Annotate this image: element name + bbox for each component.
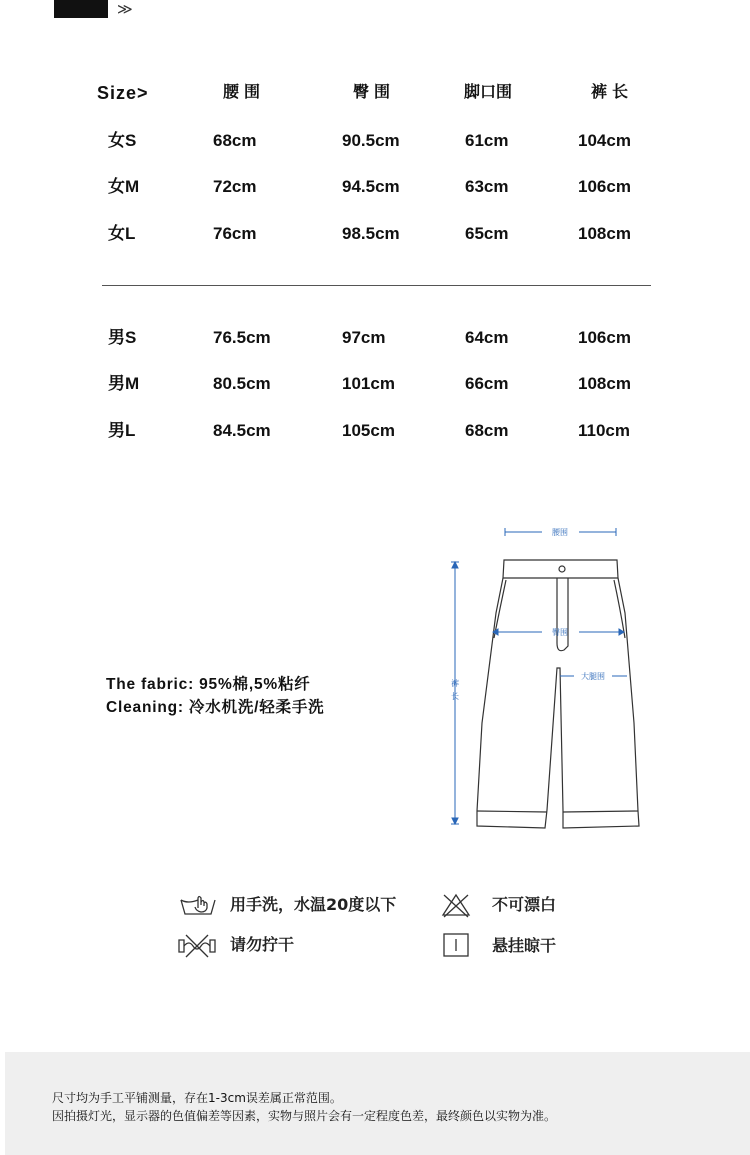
table-divider [102,285,651,286]
no-wring-icon [176,932,218,960]
length-cell: 106cm [578,328,631,347]
hem-cell: 61cm [465,131,509,150]
no-bleach-label: 不可漂白 [492,895,557,914]
hang-dry-icon [442,932,470,958]
header-black-block [54,0,108,18]
length-cell: 110cm [578,421,630,440]
length-label-bottom: 长 [451,692,459,701]
hip-cell: 98.5cm [342,224,400,243]
hip-cell: 90.5cm [342,131,400,150]
disclaimer-line-2: 因拍摄灯光，显示器的色值偏差等因素，实物与照片会有一定程度色差，最终颜色以实物为准。 [52,1109,557,1123]
table-row [0,324,750,352]
hem-cell: 63cm [465,177,509,196]
table-row [0,370,750,398]
hang-dry-label: 悬挂晾干 [492,936,557,955]
hem-cell: 66cm [465,374,509,393]
hip-column-header: 臀围 [353,84,396,101]
hip-cell: 105cm [342,421,395,440]
size-cell: 男S [108,328,137,347]
double-chevron-icon: ≫ [117,0,133,18]
length-label-top: 裤 [451,679,459,688]
table-row [0,173,750,201]
table-row [0,220,750,248]
hem-cell: 65cm [465,224,509,243]
cleaning-info: Cleaning: 冷水机洗/轻柔手洗 [106,699,325,716]
hip-label: 臀围 [552,628,568,637]
pants-outline [477,560,639,828]
waist-column-header: 腰围 [223,84,266,101]
hem-cell: 68cm [465,421,509,440]
hand-wash-icon [178,890,218,920]
disclaimer-line-1: 尺寸均为手工平铺测量，存在1-3cm误差属正常范围。 [52,1091,342,1105]
waist-label: 腰围 [552,528,568,537]
pants-measurement-diagram [444,518,654,838]
waist-cell: 76.5cm [213,328,271,347]
no-bleach-icon [440,891,472,919]
fabric-info: The fabric: 95%棉,5%粘纤 [106,676,311,693]
disclaimer-footer [5,1052,750,1155]
waist-cell: 72cm [213,177,257,196]
hip-cell: 94.5cm [342,177,400,196]
hip-cell: 101cm [342,374,395,393]
length-cell: 108cm [578,224,631,243]
hand-wash-label: 用手洗，水温20度以下 [230,895,397,914]
size-table-header [0,79,750,107]
waist-cell: 76cm [213,224,257,243]
hem-cell: 64cm [465,328,509,347]
hip-cell: 97cm [342,328,386,347]
size-cell: 女L [108,224,136,243]
size-column-header: Size> [97,83,149,103]
waist-cell: 68cm [213,131,257,150]
table-row [0,127,750,155]
no-wring-label: 请勿拧干 [230,935,295,954]
waist-cell: 80.5cm [213,374,271,393]
size-cell: 女M [108,177,140,196]
length-cell: 108cm [578,374,631,393]
table-row [0,417,750,445]
size-cell: 男M [108,374,140,393]
length-cell: 104cm [578,131,631,150]
length-cell: 106cm [578,177,631,196]
hem-column-header: 脚口围 [464,84,513,101]
size-cell: 女S [108,131,137,150]
waist-cell: 84.5cm [213,421,271,440]
size-cell: 男L [108,421,136,440]
thigh-label: 大腿围 [581,672,605,681]
length-column-header: 裤长 [591,84,634,101]
